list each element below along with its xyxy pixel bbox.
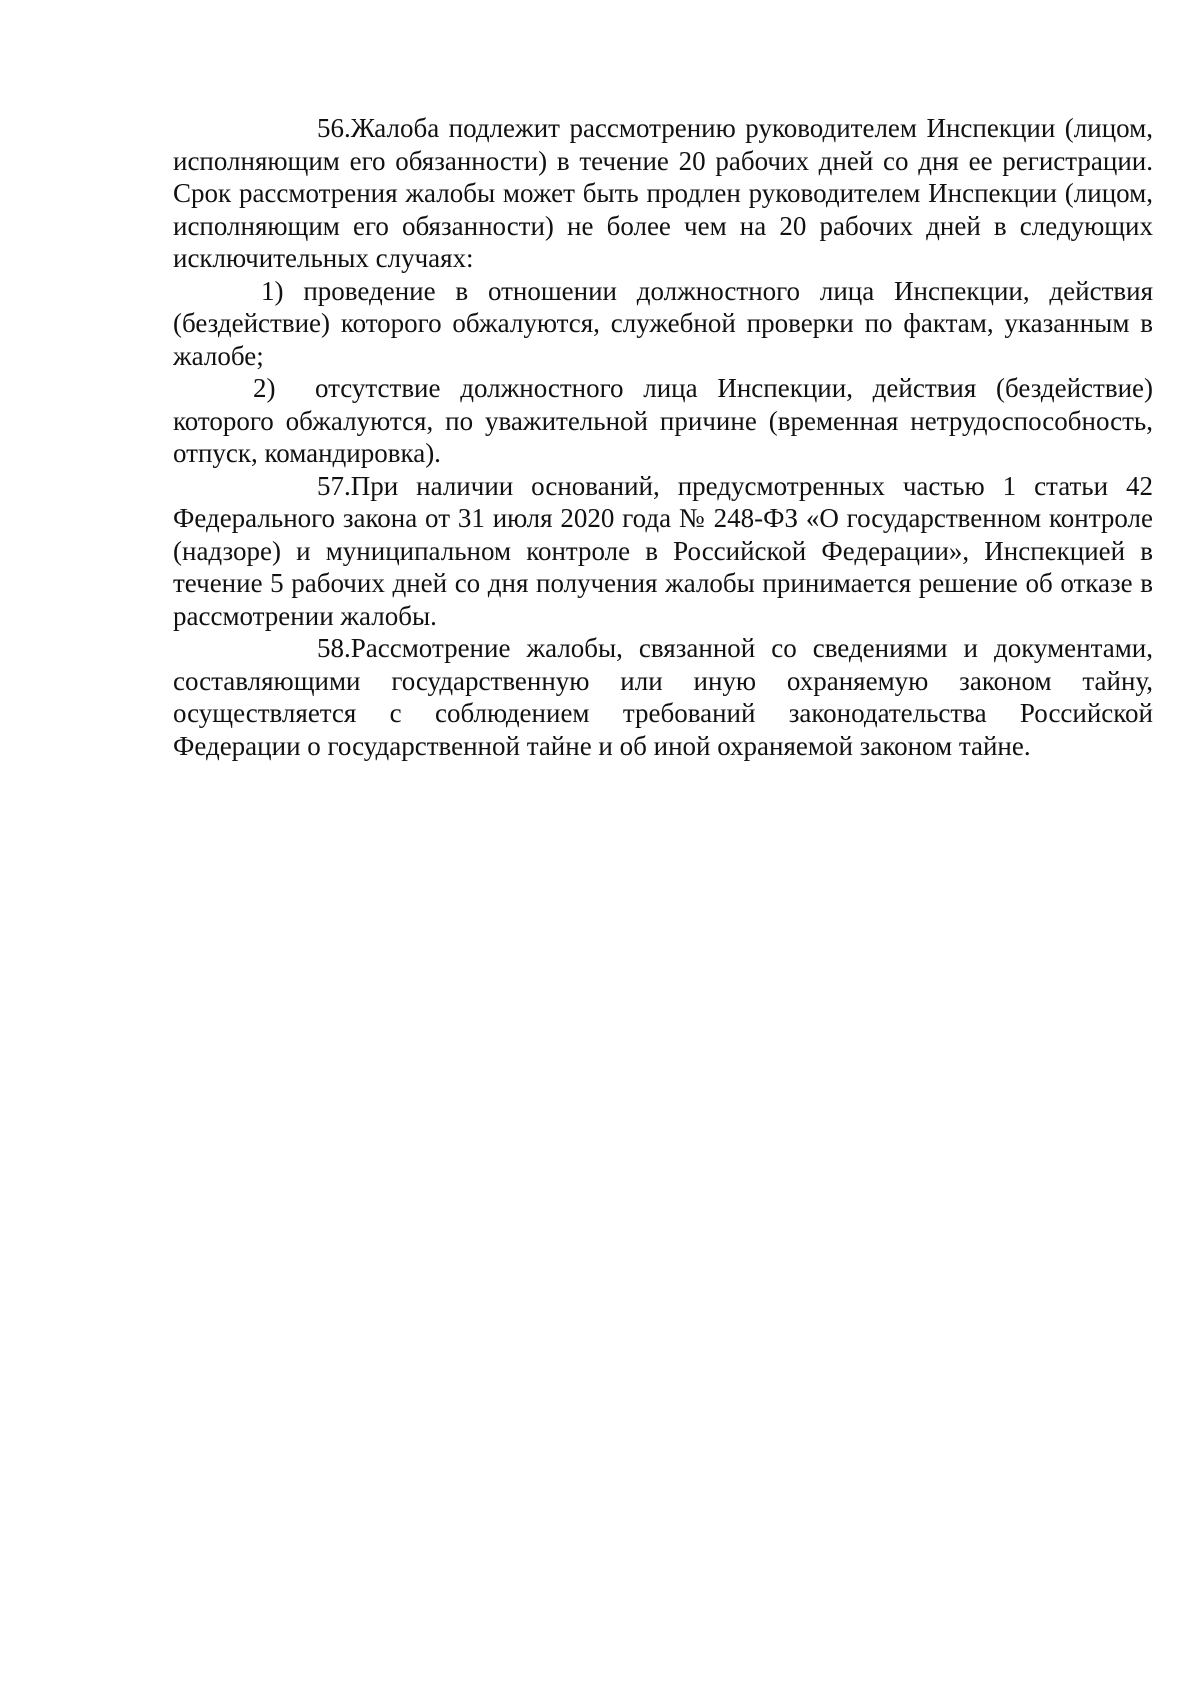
paragraph-text: Жалоба подлежит рассмотрению руководителем Инспекции (лицом, исполняющим его обязанности) в течение 20 рабочих дней со дня ее регистрации. Срок рассмотрения жалобы может быть продлен руководителем Инспекции (лицом, исполняющим его обязанности) не более чем на 20 рабочих дней в следующих исключительных случаях: <box>173 113 1153 273</box>
list-item-number: 1) <box>261 275 284 306</box>
list-item-number: 2) <box>253 373 276 403</box>
paragraph-57 <box>173 470 1153 633</box>
paragraph-number: 56. <box>317 113 351 143</box>
paragraph-58 <box>173 632 1153 762</box>
list-item-text: отсутствие должностного лица Инспекции, действия (бездействие) которого обжалуются, по уважительной причине (временная нетрудоспособность, отпуск, командировка). <box>173 373 1153 468</box>
document-body <box>173 112 1153 762</box>
paragraph-56 <box>173 112 1153 275</box>
list-item-2 <box>173 372 1153 470</box>
paragraph-number: 58. <box>317 633 351 663</box>
list-item-text: проведение в отношении должностного лица Инспекции, действия (бездействие) которого обжалуются, служебной проверки по фактам, указанным в жалобе; <box>173 275 1153 371</box>
paragraph-number: 57. <box>317 470 351 501</box>
paragraph-text: При наличии оснований, предусмотренных частью 1 статьи 42 Федерального закона от 31 июля 2020 года № 248-ФЗ «О государственном контроле (надзоре) и муниципальном контроле в Российской Федерации», Инспекцией в течение 5 рабочих дней со дня получения жалобы принимается решение об отказе в рассмотрении жалобы. <box>173 470 1153 631</box>
list-item-1 <box>173 275 1153 373</box>
paragraph-text: Рассмотрение жалобы, связанной со сведениями и документами, составляющими государственную или иную охраняемую законом тайну, осуществляется с соблюдением требований законодательства Российской Федерации о государственной тайне и об иной охраняемой законом тайне. <box>173 633 1153 761</box>
